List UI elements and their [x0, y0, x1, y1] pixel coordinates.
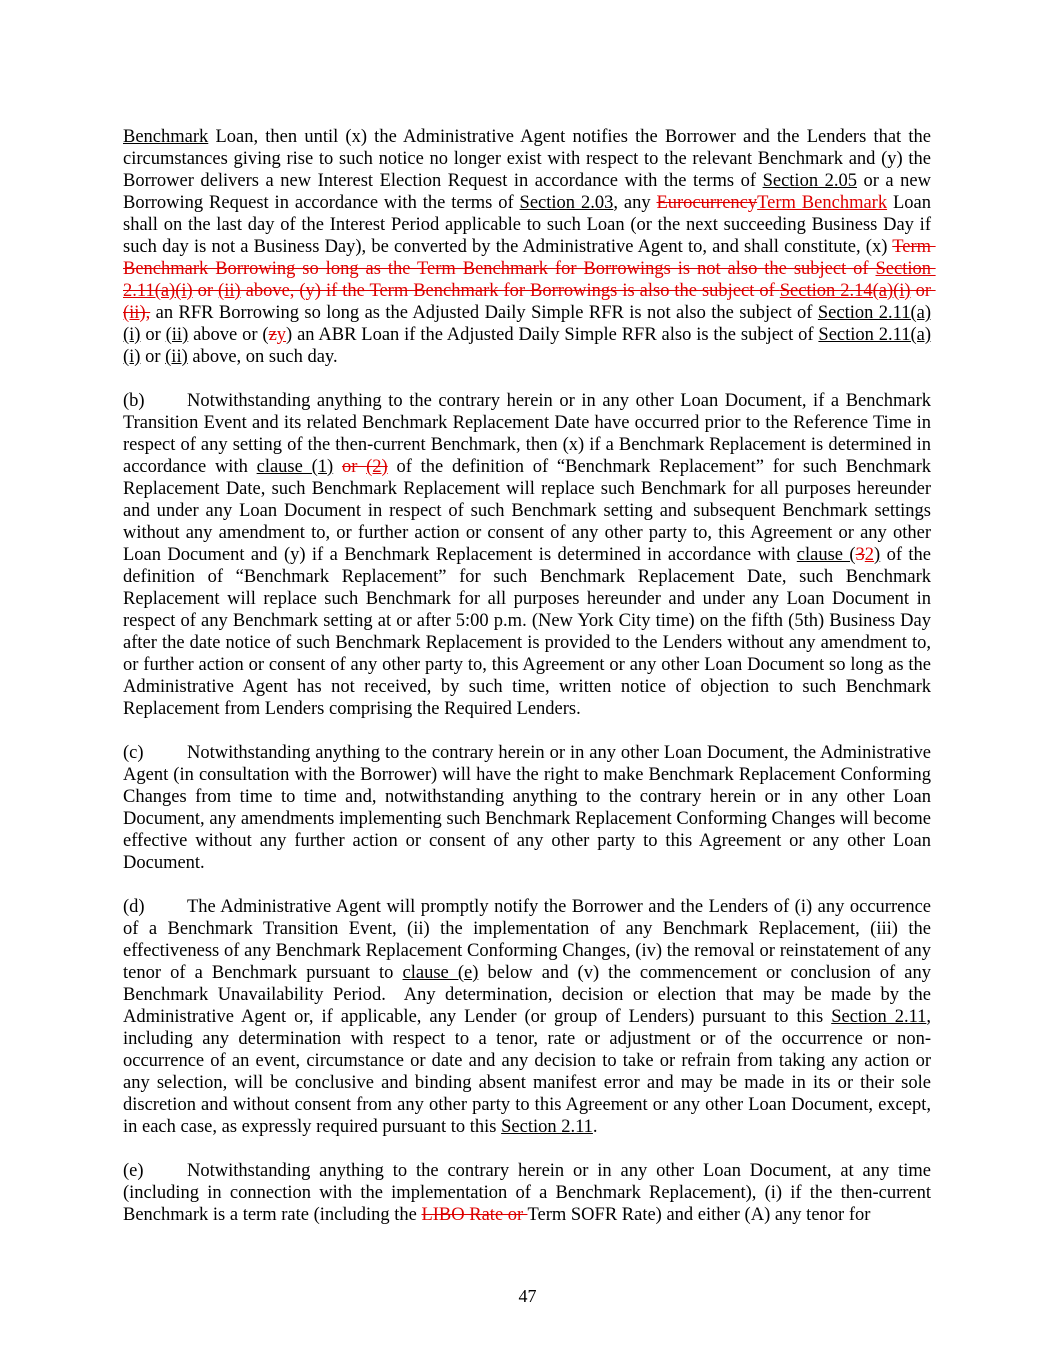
paragraph-label: (b): [123, 391, 145, 411]
document-body: [123, 126, 936, 1248]
text-run: Notwithstanding anything to the contrary herein or in any other Loan Document, the Administrative Agent (in consultation with the Borrower) will have the right to make Benchmark Replacement Conforming Changes from time to time and, notwithstanding anything to the contrary herein or in any other Loan Document, any amendments implementing such Benchmark Replacement Conforming Changes will become effective without any further action or consent of any other party to this Agreement or any other Loan Document.: [123, 743, 936, 873]
text-run: ) an ABR Loan if the Adjusted Daily Simple RFR also is the subject of: [286, 325, 819, 345]
text-run: clause (e): [402, 963, 479, 983]
text-run: Section 2.05: [762, 171, 857, 191]
text-run: ): [874, 545, 881, 565]
text-run: (ii): [165, 325, 189, 345]
text-run: 3: [855, 545, 865, 565]
text-run: Loan shall on the last day of the Interest Period applicable to such Loan (or the next succeeding Business Day if such day is not a Business Day), be converted by the Administrative Agent to, and shall constitute, (x): [123, 193, 936, 257]
text-run: Section 2.11(a)(i): [123, 303, 931, 345]
text-run: (ii): [165, 347, 188, 367]
text-run: [333, 457, 342, 477]
text-run: Loan, then until (x) the Administrative Agent notifies the Borrower and the Lenders that the circumstances giving rise to such notice no longer exist with respect to the relevant Benchmark and (y) the Borrower delivers a new Interest Election Request in accordance with the terms of: [123, 127, 936, 191]
text-run: y: [276, 325, 287, 345]
text-run: or: [140, 347, 166, 367]
text-run: .: [592, 1117, 598, 1137]
text-run: clause (1): [256, 457, 334, 477]
text-run: above, on such day.: [187, 347, 338, 367]
text-run: z: [268, 325, 277, 345]
text-run: Section 2.11(a)(i): [123, 325, 932, 367]
text-run: clause (: [796, 545, 856, 565]
text-run: Section 2.11: [831, 1007, 927, 1027]
paragraph-b: [123, 390, 936, 720]
paragraph-e: [123, 1160, 936, 1226]
page-number: 47: [518, 1286, 537, 1306]
text-run: , including any determination with respect to a tenor, rate or adjustment or of the occurrence or non-occurrence of an event, circumstance or date and any decision to take or refrain from taking any action or any selection, will be conclusive and binding absent manifest error and may be made in its or their sole discretion and without consent from any other party to this Agreement or any other Loan Document, except, in each case, as expressly required pursuant to this: [123, 1007, 936, 1137]
text-run: The Administrative Agent will promptly notify the Borrower and the Lenders of (i) any occurrence of a Benchmark Transition Event, (ii) the implementation of any Benchmark Replacement, (iii) the effectiveness of any Benchmark Replacement Conforming Changes, (iv) the removal or reinstatement of any tenor of a Benchmark pursuant to: [123, 897, 936, 983]
text-run: Term Benchmark Borrowing so long as the Term Benchmark for Borrowings is not also the subject of: [123, 237, 936, 279]
text-run: (ii),: [123, 303, 151, 323]
text-run: Eurocurrency: [656, 193, 758, 213]
text-run: an RFR Borrowing so long as the Adjusted Daily Simple RFR is not also the subject of: [150, 303, 818, 323]
text-run: Section 2.11: [501, 1117, 593, 1137]
text-run: above or (: [188, 325, 269, 345]
text-run: of the definition of “Benchmark Replacement” for such Benchmark Replacement Date, such Benchmark Replacement will replace such Benchmark for all purposes hereunder and under any Loan Document in respect of such Benchmark setting and subsequent Benchmark settings without any amendment to, or further action or consent of any other party to, this Agreement or any other Loan Document and (y) if a Benchmark Replacement is determined in accordance with: [123, 457, 936, 565]
paragraph-label: (e): [123, 1161, 144, 1181]
paragraph-label: (c): [123, 743, 144, 763]
text-run: below and (v) the commencement or conclusion of any Benchmark Unavailability Period. Any determination, decision or election that may be made by the Administrative Agent or, if applicable, any Lender (or group of Lenders) pursuant to this: [123, 963, 936, 1027]
paragraph-a-continuation: [123, 126, 936, 368]
text-run: Section 2.03: [519, 193, 614, 213]
text-run: above, (y) if the Term Benchmark for Borrowings is also the subject of: [240, 281, 780, 301]
text-run: Notwithstanding anything to the contrary herein or in any other Loan Document, if a Benchmark Transition Event and its related Benchmark Replacement Date have occurred prior to the Reference Time in respect of any setting of the then-current Benchmark, then (x) if a Benchmark Replacement is determined in accordance with: [123, 391, 936, 477]
text-run: Benchmark: [123, 127, 209, 147]
paragraph-d: [123, 896, 936, 1138]
text-run: Term Benchmark: [757, 193, 888, 213]
text-run: of the definition of “Benchmark Replacement” for such Benchmark Replacement Date, such Benchmark Replacement will replace such Benchmark for all purposes hereunder and under any Loan Document in respect of any Benchmark setting at or after 5:00 p.m. (New York City time) on the fifth (5th) Business Day after the date notice of such Benchmark Replacement is provided to the Lenders without any amendment to, or further action or consent of any other party to, this Agreement or any other Loan Document so long as the Administrative Agent has not received, by such time, written notice of objection to such Benchmark Replacement from Lenders comprising the Required Lenders.: [123, 545, 936, 719]
text-run: Section 2.11(a)(i): [123, 259, 936, 301]
text-run: (ii): [218, 281, 241, 301]
text-run: (2): [366, 457, 388, 477]
text-run: or: [192, 281, 219, 301]
text-run: , any: [613, 193, 657, 213]
text-run: or a new Borrowing Request in accordance with the terms of: [123, 171, 936, 213]
text-run: or: [341, 457, 367, 477]
text-run: Notwithstanding anything to the contrary herein or in any other Loan Document, at any time (including in connection with the implementation of a Benchmark Replacement), (i) if the then-current Benchmark is a term rate (including the: [123, 1161, 936, 1225]
paragraph-c: [123, 742, 936, 874]
paragraph-label: (d): [123, 897, 145, 917]
text-run: or: [140, 325, 166, 345]
text-run: Term SOFR Rate) and either (A) any tenor for: [527, 1205, 871, 1225]
text-run: 2: [864, 545, 875, 565]
text-run: LIBO Rate or: [421, 1205, 528, 1225]
text-run: Section 2.14(a)(i): [779, 281, 911, 301]
text-run: or: [910, 281, 936, 301]
